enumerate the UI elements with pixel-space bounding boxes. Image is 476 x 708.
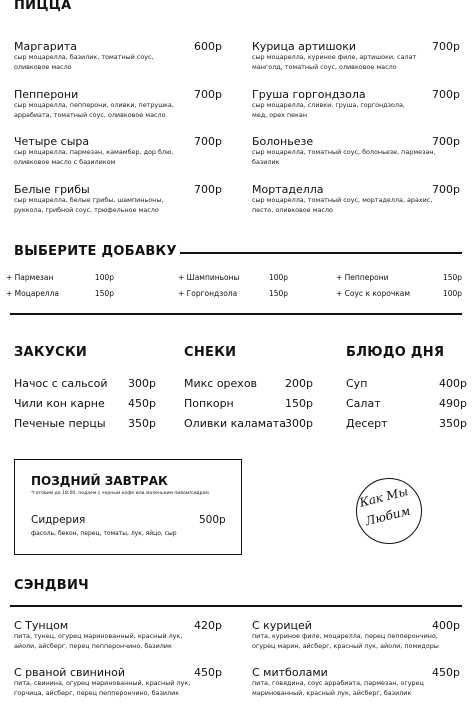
item-desc-line: сыр моцарелла, томатный соус, мортаделла, арахис, [252, 196, 433, 204]
item-price: 700р [194, 88, 222, 101]
late-breakfast-box [14, 459, 242, 555]
addon-name: + Моцарелла [6, 289, 59, 298]
item-desc-line: базилик [252, 157, 280, 166]
addon-price: 100р [94, 273, 114, 282]
snack-price: 490р [439, 397, 467, 410]
snack-price: 350р [128, 417, 156, 430]
snack-name: Начос с сальсой [14, 377, 108, 390]
addon-price: 150р [442, 273, 462, 282]
late-breakfast-item-price: 500р [199, 514, 226, 526]
dish-of-day-title: БЛЮДО ДНЯ [346, 345, 445, 360]
item-desc-line: пита, тунец, огурец маринованный, красный лук, [14, 632, 183, 640]
item-desc-line: песто, оливковое масло [252, 205, 333, 214]
item-name: Мортаделла [252, 183, 324, 196]
item-name: С Тунцом [14, 619, 69, 632]
item-price: 700р [194, 135, 222, 148]
snack-price: 450р [128, 397, 156, 410]
item-desc-line: огурец марин, айсберг, красный лук, айоли, помидоры [252, 641, 439, 650]
pizza-section-title: ПИЦЦА [14, 0, 72, 13]
late-breakfast-title: ПОЗДНИЙ ЗАВТРАК [31, 474, 168, 488]
brand-logo [356, 478, 422, 544]
addons-section-title: ВЫБЕРИТЕ ДОБАВКУ [14, 244, 177, 259]
snack-name: Оливки каламата [184, 417, 286, 430]
item-desc-line: манголд, томатный соус, оливковое масло [252, 62, 397, 71]
item-name: Пепперони [14, 88, 79, 101]
item-desc-line: сыр моцарелла, пармезан, камамбер, дор блю, [14, 148, 174, 156]
item-name: С курицей [252, 619, 312, 632]
item-price: 450р [194, 666, 222, 679]
snack-name: Попкорн [184, 397, 234, 410]
snack-name: Чили кон карне [14, 397, 105, 410]
snack-name: Печеные перцы [14, 417, 106, 430]
sandwich-section-title: СЭНДВИЧ [14, 578, 89, 593]
snack-name: Микс орехов [184, 377, 258, 390]
addon-name: + Пепперони [336, 273, 389, 282]
divider [10, 313, 462, 315]
addon-price: 150р [94, 289, 114, 298]
snack-price: 400р [439, 377, 467, 390]
item-price: 700р [432, 88, 460, 101]
snack-name: Десерт [346, 417, 388, 430]
addon-name: + Горгондзола [178, 289, 238, 298]
item-price: 700р [194, 183, 222, 196]
snack-price: 300р [285, 417, 313, 430]
late-breakfast-note: *готовим до 18:00, подаем с черным кофе или маленьким пивом/сидром [31, 491, 209, 496]
item-desc-line: сыр моцарелла, куриное филе, артишоки, салат [252, 53, 417, 61]
snack-price: 200р [285, 377, 313, 390]
late-breakfast-item-desc: фасоль, бекон, перец, томаты, лук, яйцо, сыр [31, 530, 177, 537]
item-price: 700р [432, 40, 460, 53]
item-desc-line: мед, орех пекан [252, 110, 308, 119]
item-desc-line: сыр моцарелла, томатный соус, болоньезе, пармезан, [252, 148, 436, 156]
item-desc-line: пита, куриное филе, моцарелла, перец пепперончино, [252, 632, 438, 640]
item-desc-line: пита, свинина, огурец маринованный, красный лук, [14, 679, 191, 687]
item-name: С рваной свининой [14, 666, 126, 679]
item-price: 400р [432, 619, 460, 632]
item-desc-line: горчица, айсберг, перец пепперончино, базилик [14, 688, 180, 697]
addon-price: 150р [268, 289, 288, 298]
addon-price: 100р [442, 289, 462, 298]
item-price: 700р [432, 135, 460, 148]
snack-price: 350р [439, 417, 467, 430]
divider [10, 605, 462, 607]
addon-name: + Соус к корочкам [336, 289, 411, 298]
addon-name: + Пармезан [6, 273, 54, 282]
item-desc-line: пита, говядина, соус аррабиата, пармезан, огурец [252, 679, 424, 687]
appetizers-title: ЗАКУСКИ [14, 345, 88, 360]
item-name: С митболами [252, 666, 328, 679]
snack-price: 300р [128, 377, 156, 390]
item-price: 600р [194, 40, 222, 53]
item-desc-line: сыр моцарелла, белые грибы, шампиньоны, [14, 196, 164, 204]
addon-price: 100р [268, 273, 288, 282]
item-desc-line: сыр моцарелла, базилик, томатный соус, [14, 53, 154, 61]
divider [180, 252, 462, 254]
logo-line-2: Любим [363, 503, 412, 529]
snacks-title: СНЕКИ [184, 345, 237, 360]
item-name: Курица артишоки [252, 40, 357, 53]
item-desc-line: аррабиата, томатный соус, оливковое масло [14, 110, 166, 119]
item-name: Болоньезе [252, 135, 314, 148]
item-desc-line: маринованный, красный лук, айсберг, базилик [252, 688, 412, 697]
item-price: 420р [194, 619, 222, 632]
addon-name: + Шампиньоны [178, 273, 240, 282]
snack-name: Суп [346, 377, 368, 390]
item-name: Четыре сыра [14, 135, 90, 148]
snack-name: Салат [346, 397, 381, 410]
item-desc-line: сыр моцарелла, сливки, груша, горгондзола, [252, 101, 405, 109]
item-desc-line: оливковое масло [14, 62, 72, 71]
item-desc-line: айоли, айсберг, перец пепперончино, базилик [14, 641, 172, 650]
item-desc-line: оливковое масло с базиликом [14, 157, 116, 166]
item-price: 700р [432, 183, 460, 196]
item-desc-line: руккола, грибной соус, трюфельное масло [14, 205, 159, 214]
item-name: Маргарита [14, 40, 78, 53]
item-desc-line: сыр моцарелла, пепперони, оливки, петрушка, [14, 101, 174, 109]
logo-line-1: Как Мы [358, 484, 410, 510]
item-price: 450р [432, 666, 460, 679]
item-name: Груша горгондзола [252, 88, 366, 101]
snack-price: 150р [285, 397, 313, 410]
item-name: Белые грибы [14, 183, 90, 196]
late-breakfast-item-name: Сидрерия [31, 514, 86, 526]
